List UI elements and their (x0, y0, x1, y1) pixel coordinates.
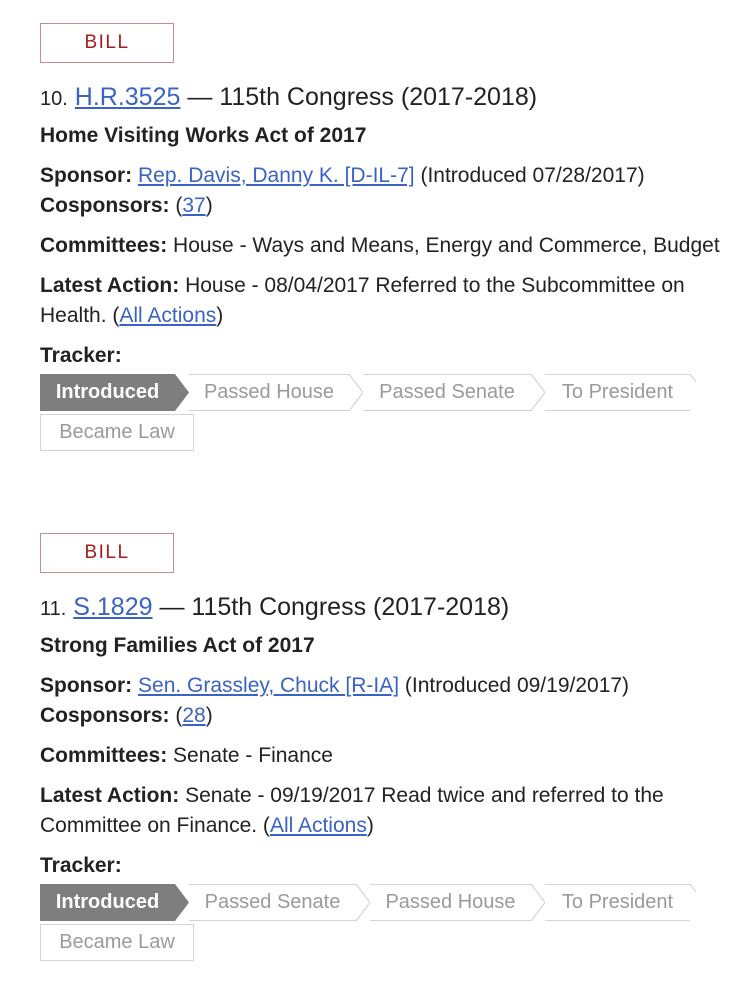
tracker-step-introduced: Introduced (40, 374, 175, 411)
tracker-step-to-president: To President (545, 374, 690, 411)
committees-label: Committees: (40, 234, 168, 257)
tracker-chevron-icon (690, 374, 696, 411)
latest-action-row (40, 781, 720, 841)
tracker-chevron-icon (356, 884, 370, 921)
sponsor-link[interactable]: Sen. Grassley, Chuck [R-IA] (138, 674, 400, 697)
tracker-step-passed-house: Passed House (370, 884, 531, 921)
congress-label: — 115th Congress (2017-2018) (180, 83, 538, 111)
tracker-label: Tracker: (40, 854, 122, 877)
bill-tracker (40, 884, 700, 964)
introduced-date: (Introduced 09/19/2017) (399, 674, 630, 697)
tracker-step-became-law: Became Law (40, 924, 194, 961)
all-actions-link[interactable]: All Actions (119, 304, 217, 327)
sponsor-link[interactable]: Rep. Davis, Danny K. [D-IL-7] (138, 164, 415, 187)
tracker-chevron-icon (349, 374, 363, 411)
cosponsors-count-link[interactable]: 28 (182, 704, 206, 727)
tracker-chevron-icon (531, 374, 545, 411)
paren-close: ) (366, 814, 374, 837)
paren-open: ( (169, 704, 183, 727)
latest-action-label: Latest Action: (40, 784, 180, 807)
sponsor-row (40, 161, 720, 221)
tracker-step-passed-house: Passed House (189, 374, 349, 411)
bill-number-link[interactable]: S.1829 (73, 593, 153, 621)
tracker-chevron-icon (690, 884, 696, 921)
paren-close: ) (205, 704, 213, 727)
tracker-arrow-icon (175, 884, 189, 921)
tracker-chevron-icon (531, 884, 545, 921)
bill-type-badge: BILL (40, 23, 174, 63)
sponsor-row (40, 671, 720, 731)
cosponsors-label: Cosponsors: (40, 704, 170, 727)
bill-heading (40, 81, 720, 115)
bill-result-11 (40, 533, 720, 964)
bill-title: Strong Families Act of 2017 (40, 634, 315, 657)
bill-heading (40, 591, 720, 625)
committees-value: House - Ways and Means, Energy and Commerce, Budget (167, 234, 720, 257)
bill-number-link[interactable]: H.R.3525 (74, 83, 181, 111)
tracker-step-to-president: To President (545, 884, 690, 921)
paren-close: ) (216, 304, 224, 327)
tracker-step-passed-senate: Passed Senate (189, 884, 356, 921)
introduced-date: (Introduced 07/28/2017) (414, 164, 645, 187)
tracker-step-passed-senate: Passed Senate (363, 374, 531, 411)
paren-open: ( (169, 194, 183, 217)
tracker-label: Tracker: (40, 344, 122, 367)
cosponsors-count-link[interactable]: 37 (182, 194, 206, 217)
result-number: 11. (40, 598, 67, 620)
committees-label: Committees: (40, 744, 168, 767)
latest-action-text: Senate - 09/19/2017 Read twice and referred to the Committee on Finance. ( (40, 784, 664, 837)
paren-close: ) (205, 194, 213, 217)
committees-row (40, 741, 720, 771)
tracker-step-introduced: Introduced (40, 884, 175, 921)
bill-title: Home Visiting Works Act of 2017 (40, 124, 367, 147)
congress-label: — 115th Congress (2017-2018) (152, 593, 510, 621)
tracker-step-became-law: Became Law (40, 414, 194, 451)
latest-action-row (40, 271, 720, 331)
result-number: 10. (40, 88, 68, 110)
all-actions-link[interactable]: All Actions (269, 814, 367, 837)
bill-type-badge: BILL (40, 533, 174, 573)
sponsor-label: Sponsor: (40, 164, 133, 187)
cosponsors-label: Cosponsors: (40, 194, 170, 217)
bill-result-10 (40, 23, 720, 454)
latest-action-text: House - 08/04/2017 Referred to the Subcommittee on Health. ( (40, 274, 685, 327)
committees-value: Senate - Finance (167, 744, 333, 767)
tracker-arrow-icon (175, 374, 189, 411)
sponsor-label: Sponsor: (40, 674, 133, 697)
latest-action-label: Latest Action: (40, 274, 180, 297)
committees-row (40, 231, 720, 261)
bill-tracker (40, 374, 700, 454)
